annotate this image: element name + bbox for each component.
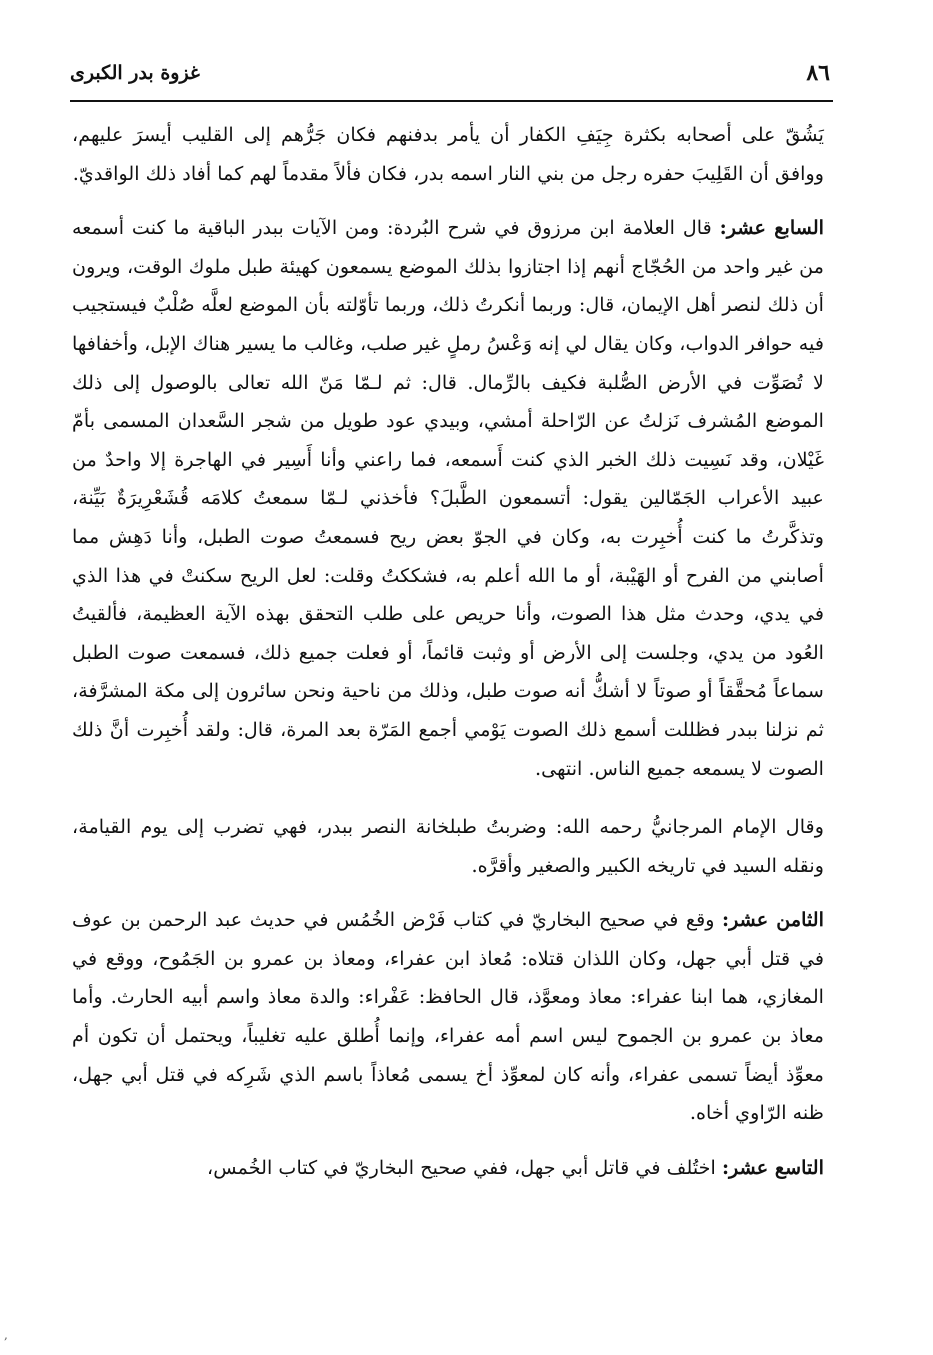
- paragraph-eighteenth: [72, 901, 824, 1133]
- paragraph-lead: التاسع عشر:: [721, 1155, 824, 1179]
- page-header: [70, 58, 830, 98]
- paragraph-continuation: [72, 116, 824, 193]
- running-title: غزوة بدر الكبرى: [70, 62, 200, 84]
- paragraph-seventeenth: [72, 209, 824, 788]
- paragraph-lead: الثامن عشر:: [722, 908, 824, 932]
- paragraph-text: وقال الإمام المرجانيُّ رحمه الله: وضربتُ طبلخانة النصر ببدر، فهي تضرب إلى يوم القيامة، ونقله السيد في تاريخه الكبير والصغير وأقرَّه.: [72, 815, 824, 877]
- page-body: [72, 116, 824, 1187]
- margin-mark: ,: [4, 1328, 8, 1342]
- header-divider: [70, 100, 833, 102]
- paragraph-text: يَشُقّ على أصحابه بكثرة جِيَفِ الكفار أن يأمر بدفنهم فكان جَرُّهم إلى القليب أيسرَ عليهم، ووافق أن القَلِيبَ حفره رجل من بني النار اسمه بدر، فكان فألاً مقدماً لهم كما أفاد ذلك الواقديّ.: [72, 123, 824, 185]
- paragraph-text: وقع في صحيح البخاريّ في كتاب فَرْض الخُمُس في حديث عبد الرحمن بن عوف في قتل أبي جهل، وكان اللذان قتلاه: مُعاذ ابن عفراء، ومعاذ بن عمرو بن الجَمُوح، ووقع في المغازي، هما ابنا عفراء: معاذ ومعوَّذ، قال الحافظ: عَفْراء: والدة معاذ واسم أبيه الحارث. وأما معاذ بن عمرو بن الجموح ليس اسم أمه عفراء، وإنما أُطلق عليه تغليباً، ويحتمل أن تكون أم معوِّذ أيضاً تسمى عفراء، وأنه كان لمعوِّذ أخ يسمى مُعاذاً باسم الذي شَرِكه في قتل أبي جهل، ظنه الرّاوي أخاه.: [72, 908, 824, 1125]
- paragraph-text: اختُلف في قاتل أبي جهل، ففي صحيح البخاريّ في كتاب الخُمس،: [207, 1155, 722, 1179]
- paragraph-lead: السابع عشر:: [719, 216, 825, 240]
- paragraph-text: قال العلامة ابن مرزوق في شرح البُردة: ومن الآيات ببدر الباقية ما كنت أسمعه من غير واحد من الحُجّاج أنهم إذا اجتازوا بذلك الموضع يسمعون كهيئة طبل ملوك الوقت، ويرون أن ذلك لنصر أهل الإيمان، قال: وربما أنكرتُ ذلك، وربما تأوّلته بأن الموضع لعلَّه صُلْبٌ فيستجيب فيه حوافر الدواب، وكان يقال لي إنه وَعْسُ رملٍ غير صلب، وغالب ما يسير هناك الإبل، وأخفافها لا تُصَوِّت في الأرض الصُّلبة فكيف بالرِّمال. قال: ثم لـمّا مَنّ الله تعالى بالوصول إلى ذلك الموضع المُشرف نَزلتُ عن الرّاحلة أمشي، وبيدي عود طويل من شجر السَّعدان المسمى بأمّ غَيْلان، وقد نَسِيت ذلك الخبر الذي كنت أَسمعه، فما راعني وأنا أَسِير في الهاجرة إلا واحدٌ من عبيد الأعراب الجَمّالين يقول: أتسمعون الطَّبلَ؟ فأخذني لـمّا سمعتُ كلامَه قُشَعْرِيرَةٌ بَيِّنة، وتذكَّرتُ ما كنت أُخبِرت به، وكان في الجوّ بعض ريح فسمعتُ صوت الطبل، وأنا دَهِش مما أصابني من الفرح أو الهَيْبة، أو ما الله أعلم به، فشككتُ وقلت: لعل الريح سكنتْ في هذا الذي في يدي، وحدث مثل هذا الصوت، وأنا حريص على طلب التحقق بهذه الآية العظيمة، فألقيتُ العُود من يدي، وجلست إلى الأرض أو وثبت قائماً، أو فعلت جميع ذلك، فسمعت صوت الطبل سماعاً مُحقَّقاً أو صوتاً لا أشكُّ أنه صوت طبل، وذلك من ناحية ونحن سائرون إلى مكة المشرَّفة، ثم نزلنا ببدر فظللت أسمع ذلك الصوت يَوْمي أجمع المَرّة بعد المرة، قال: ولقد أُخبِرت أنَّ ذلك الصوت لا يسمعه جميع الناس. انتهى.: [72, 216, 824, 780]
- page-number: ٨٦: [806, 60, 830, 86]
- paragraph-marjani: [72, 808, 824, 885]
- paragraph-nineteenth: [72, 1149, 824, 1188]
